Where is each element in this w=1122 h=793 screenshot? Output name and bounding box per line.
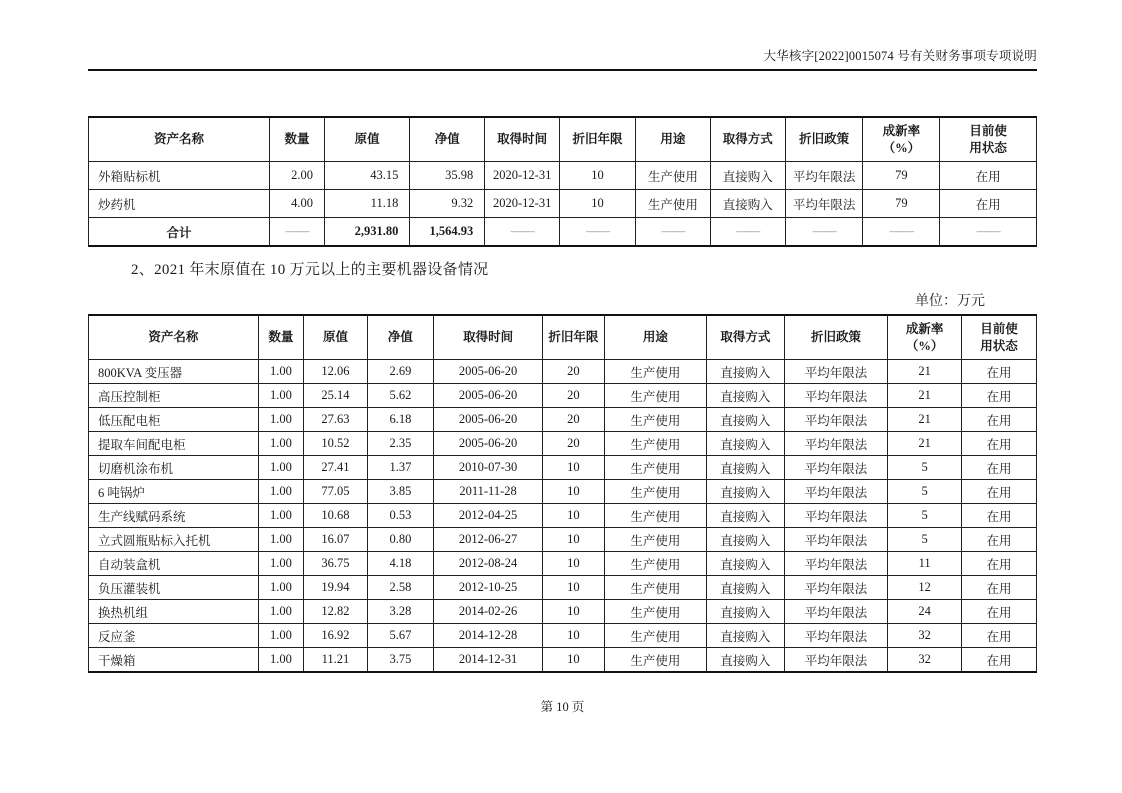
table-cell: 2014-12-28 [434,624,543,648]
table-cell: 在用 [962,384,1037,408]
table-row [89,408,1037,432]
table-cell: 36.75 [304,552,368,576]
column-header-label: 成新率（%） [905,321,944,353]
table-row [89,456,1037,480]
table-cell: 生产使用 [604,360,706,384]
table-cell: 1.37 [367,456,433,480]
column-header-label: 净值 [387,330,413,345]
table-cell: 1.00 [258,648,304,673]
table-cell: 生产使用 [604,600,706,624]
column-header [962,315,1037,360]
table-cell: 在用 [962,552,1037,576]
table-cell: 1.00 [258,600,304,624]
table-cell: 高压控制柜 [89,384,259,408]
column-header [258,315,304,360]
table-cell: 4.18 [367,552,433,576]
column-header-label: 折旧政策 [799,132,850,147]
table-row [89,384,1037,408]
table-cell: 20 [543,384,605,408]
table-cell: 平均年限法 [784,384,887,408]
table-cell: 25.14 [304,384,368,408]
column-header [710,117,785,162]
column-header-label: 取得方式 [720,330,771,345]
column-header-label: 取得时间 [463,330,514,345]
table-cell: 20 [543,408,605,432]
column-header-label: 资产名称 [154,132,205,147]
table-cell: 16.07 [304,528,368,552]
column-header-label: 原值 [354,132,380,147]
table-cell: —— [635,218,710,247]
column-header [560,117,636,162]
table-row [89,576,1037,600]
table-cell: 10.68 [304,504,368,528]
column-header-label: 折旧年限 [548,330,599,345]
table-cell: 20 [543,360,605,384]
table-cell: 11 [888,552,962,576]
table-cell: 12.06 [304,360,368,384]
table-cell: 0.53 [367,504,433,528]
table-cell: 合计 [89,218,270,247]
table-cell: 1.00 [258,408,304,432]
table-cell: 在用 [962,576,1037,600]
table-cell: 2012-08-24 [434,552,543,576]
table-cell: 外箱贴标机 [89,162,270,190]
column-header [635,117,710,162]
table-cell: 10 [543,528,605,552]
column-header-label: 用途 [660,132,686,147]
table-cell: 平均年限法 [784,576,887,600]
table-cell: 21 [888,384,962,408]
table-row [89,624,1037,648]
table-cell: 3.75 [367,648,433,673]
table-cell: 在用 [962,456,1037,480]
column-header-label: 成新率（%） [882,123,921,155]
table-cell: 直接购入 [707,624,785,648]
table-cell: 直接购入 [707,552,785,576]
table-cell: 平均年限法 [784,432,887,456]
table-cell: 生产使用 [604,408,706,432]
table-row [89,190,1037,218]
table-cell: 1.00 [258,456,304,480]
column-header [604,315,706,360]
table-cell: 1.00 [258,432,304,456]
table-cell: 24 [888,600,962,624]
table-cell: 79 [863,190,940,218]
table-cell: 直接购入 [707,456,785,480]
table-cell: 在用 [962,528,1037,552]
table-cell: 直接购入 [707,528,785,552]
column-header-label: 原值 [322,330,348,345]
table-cell: 10 [543,504,605,528]
table-cell: 立式圆瓶贴标入托机 [89,528,259,552]
column-header [863,117,940,162]
table-cell: 平均年限法 [784,552,887,576]
column-header [940,117,1037,162]
table-cell: 1.00 [258,480,304,504]
table-cell: 直接购入 [710,162,785,190]
table-cell: 2011-11-28 [434,480,543,504]
table-cell: 直接购入 [707,576,785,600]
table-cell: 平均年限法 [784,408,887,432]
table-cell: 1,564.93 [410,218,485,247]
table-cell: 10 [560,162,636,190]
column-header-label: 折旧年限 [572,132,623,147]
table-cell: 32 [888,648,962,673]
table-cell: 生产使用 [604,624,706,648]
table-cell: 19.94 [304,576,368,600]
table-cell: 直接购入 [707,504,785,528]
table-cell: 换热机组 [89,600,259,624]
major-equipment-table [88,314,1037,673]
table-cell: 10.52 [304,432,368,456]
table-cell: 2,931.80 [325,218,410,247]
table-cell: 10 [543,480,605,504]
table-row [89,360,1037,384]
table-cell: 直接购入 [707,408,785,432]
table-row [89,528,1037,552]
table-cell: 1.00 [258,552,304,576]
header-row [89,315,1037,360]
table-row [89,648,1037,673]
table-cell: 低压配电柜 [89,408,259,432]
table-cell: 2005-06-20 [434,432,543,456]
table-cell: —— [560,218,636,247]
table-cell: 生产使用 [635,190,710,218]
column-header [784,315,887,360]
page-number: 第 10 页 [540,700,585,714]
table-cell: 负压灌装机 [89,576,259,600]
table-cell: 800KVA 变压器 [89,360,259,384]
table-cell: 生产使用 [604,648,706,673]
table-cell: 21 [888,408,962,432]
table-cell: 27.41 [304,456,368,480]
table-cell: 平均年限法 [784,360,887,384]
table-row [89,480,1037,504]
table-cell: 在用 [940,162,1037,190]
table-cell: 10 [543,576,605,600]
table-cell: 9.32 [410,190,485,218]
table-cell: —— [863,218,940,247]
table-cell: 平均年限法 [784,600,887,624]
table-cell: —— [785,218,863,247]
table-cell: 5 [888,480,962,504]
table-cell: 16.92 [304,624,368,648]
table-cell: 生产使用 [604,384,706,408]
table-cell: 2012-06-27 [434,528,543,552]
table-cell: 11.18 [325,190,410,218]
table-cell: 生产线赋码系统 [89,504,259,528]
table-cell: 6 吨锅炉 [89,480,259,504]
table-cell: 直接购入 [707,648,785,673]
column-header-label: 数量 [284,132,310,147]
table-cell: 11.21 [304,648,368,673]
table-cell: 2.00 [270,162,325,190]
table-cell: 2.69 [367,360,433,384]
table-cell: 5.67 [367,624,433,648]
table-cell: 在用 [962,600,1037,624]
column-header [485,117,560,162]
table-cell: 1.00 [258,384,304,408]
table-cell: 生产使用 [604,456,706,480]
unit-label: 单位：万元 [915,294,985,309]
table-cell: 切磨机涂布机 [89,456,259,480]
table-cell: 2014-12-31 [434,648,543,673]
document-header-note: 大华核字[2022]0015074 号有关财务事项专项说明 [88,0,1037,71]
column-header-label: 用途 [642,330,668,345]
table-cell: 直接购入 [710,190,785,218]
table-cell: 1.00 [258,624,304,648]
table-cell: 1.00 [258,360,304,384]
column-header [304,315,368,360]
table-cell: 79 [863,162,940,190]
table-cell: 平均年限法 [784,504,887,528]
table-cell: 5.62 [367,384,433,408]
table-cell: 自动装盒机 [89,552,259,576]
table-cell: 在用 [962,360,1037,384]
table-cell: 在用 [962,648,1037,673]
table-cell: 4.00 [270,190,325,218]
table-cell: 20 [543,432,605,456]
table-cell: 生产使用 [604,576,706,600]
table-cell: 直接购入 [707,432,785,456]
column-header [888,315,962,360]
table-cell: 在用 [962,480,1037,504]
table-cell: 5 [888,528,962,552]
column-header-label: 取得时间 [497,132,548,147]
table-cell: 直接购入 [707,600,785,624]
table-cell: 1.00 [258,528,304,552]
table-cell: 干燥箱 [89,648,259,673]
table-cell: —— [485,218,560,247]
section-heading: 2、2021 年末原值在 10 万元以上的主要机器设备情况 [131,262,489,278]
table-cell: 生产使用 [604,480,706,504]
table-cell: 12 [888,576,962,600]
table-cell: 在用 [940,190,1037,218]
table-cell: 在用 [962,432,1037,456]
table-cell: 3.28 [367,600,433,624]
table-cell: 平均年限法 [785,190,863,218]
table-row [89,504,1037,528]
table-cell: 2010-07-30 [434,456,543,480]
table-cell: 2020-12-31 [485,190,560,218]
table-cell: 2005-06-20 [434,408,543,432]
column-header-label: 折旧政策 [810,330,861,345]
total-row [89,218,1037,247]
table-cell: 6.18 [367,408,433,432]
table-cell: 平均年限法 [784,624,887,648]
column-header [434,315,543,360]
table-cell: 2012-10-25 [434,576,543,600]
asset-summary-table [88,116,1037,247]
column-header [89,117,270,162]
table-cell: 10 [543,648,605,673]
table-cell: 平均年限法 [784,480,887,504]
table-cell: 2014-02-26 [434,600,543,624]
header-row [89,117,1037,162]
table-cell: 直接购入 [707,384,785,408]
table-cell: 43.15 [325,162,410,190]
table-cell: 反应釜 [89,624,259,648]
column-header-label: 净值 [434,132,460,147]
table-cell: 生产使用 [604,528,706,552]
table-cell: 炒药机 [89,190,270,218]
table-cell: 77.05 [304,480,368,504]
column-header [270,117,325,162]
table-cell: 2.35 [367,432,433,456]
column-header-label: 数量 [268,330,294,345]
table-cell: 平均年限法 [785,162,863,190]
table-row [89,600,1037,624]
table-cell: 2.58 [367,576,433,600]
table-cell: 生产使用 [635,162,710,190]
table-cell: 32 [888,624,962,648]
table-cell: 10 [543,552,605,576]
table-cell: 生产使用 [604,432,706,456]
table-cell: 平均年限法 [784,648,887,673]
column-header [367,315,433,360]
table-cell: 直接购入 [707,360,785,384]
table-cell: 5 [888,504,962,528]
asset-summary-table-wrap [88,116,1037,247]
table-cell: 1.00 [258,576,304,600]
table-row [89,552,1037,576]
column-header-label: 目前使用状态 [969,123,1007,155]
table-cell: 1.00 [258,504,304,528]
column-header [785,117,863,162]
table-cell: 21 [888,432,962,456]
table-cell: 10 [560,190,636,218]
table-cell: 生产使用 [604,504,706,528]
table-cell: —— [940,218,1037,247]
table-cell: 平均年限法 [784,528,887,552]
column-header [89,315,259,360]
column-header-label: 目前使用状态 [980,321,1018,353]
column-header [543,315,605,360]
table-cell: 5 [888,456,962,480]
column-header-label: 取得方式 [722,132,773,147]
table-cell: 2012-04-25 [434,504,543,528]
table-cell: 在用 [962,408,1037,432]
table-cell: 0.80 [367,528,433,552]
table-cell: 3.85 [367,480,433,504]
table-cell: 12.82 [304,600,368,624]
table-cell: 生产使用 [604,552,706,576]
table-cell: 2020-12-31 [485,162,560,190]
table-cell: 10 [543,624,605,648]
table-cell: 2005-06-20 [434,384,543,408]
table-cell: 提取车间配电柜 [89,432,259,456]
table-row [89,432,1037,456]
table-cell: —— [710,218,785,247]
table-cell: 在用 [962,624,1037,648]
column-header-label: 资产名称 [148,330,199,345]
column-header [325,117,410,162]
table-cell: —— [270,218,325,247]
table-cell: 27.63 [304,408,368,432]
table-cell: 2005-06-20 [434,360,543,384]
table-row [89,162,1037,190]
table-cell: 10 [543,456,605,480]
table-cell: 10 [543,600,605,624]
table-cell: 在用 [962,504,1037,528]
table-cell: 35.98 [410,162,485,190]
column-header [707,315,785,360]
table-cell: 平均年限法 [784,456,887,480]
table-cell: 直接购入 [707,480,785,504]
column-header [410,117,485,162]
table-cell: 21 [888,360,962,384]
